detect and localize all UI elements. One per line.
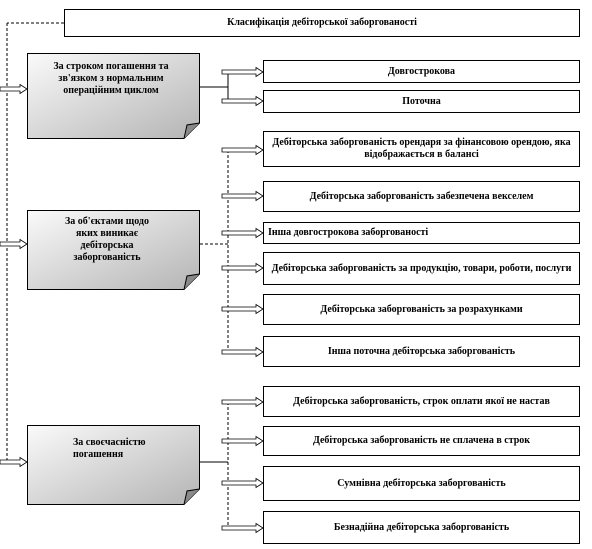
item-other-current: Інша поточна дебіторська заборгованість	[263, 336, 580, 367]
category-label-term: За строком погашення та зв'язком з нормальним операційним циклом	[53, 61, 169, 96]
arrow-timeliness-0	[222, 398, 263, 407]
category-note-term	[27, 53, 200, 139]
item-doubtful: Сумнівна дебіторська заборгованість	[263, 466, 580, 501]
item-not-due: Дебіторська заборгованість, строк оплати якої не настав	[263, 386, 580, 417]
arrow-objects-5	[222, 348, 263, 357]
category-label-timeliness: За своєчасністю погашення	[73, 437, 146, 460]
category-note-timeliness	[27, 425, 200, 505]
item-lessee-receivable: Дебіторська заборгованість орендаря за фінансовою орендою, яка відображається в балансі	[263, 131, 580, 167]
item-settlements: Дебіторська заборгованість за розрахунками	[263, 294, 580, 325]
item-bad-debt: Безнадійна дебіторська заборгованість	[263, 511, 580, 544]
diagram-title: Класифікація дебіторської заборгованості	[64, 9, 580, 37]
item-other-long-term: Інша довгострокова заборгованості	[263, 222, 580, 244]
item-current: Поточна	[263, 90, 580, 113]
arrow-objects-0	[222, 146, 263, 155]
item-goods-services: Дебіторська заборгованість за продукцію, товари, роботи, послуги	[263, 252, 580, 285]
category-label-objects: За об'єктами щодо яких виникає дебіторська заборгованість	[65, 216, 149, 263]
item-bill-secured: Дебіторська заборгованість забезпечена векселем	[263, 181, 580, 212]
item-overdue: Дебіторська заборгованість не сплачена в строк	[263, 426, 580, 456]
arrow-to-term	[0, 85, 27, 94]
item-long-term: Довгострокова	[263, 60, 580, 83]
arrow-to-timeliness	[0, 458, 27, 467]
category-note-objects	[27, 210, 200, 290]
arrow-to-objects	[0, 240, 27, 249]
